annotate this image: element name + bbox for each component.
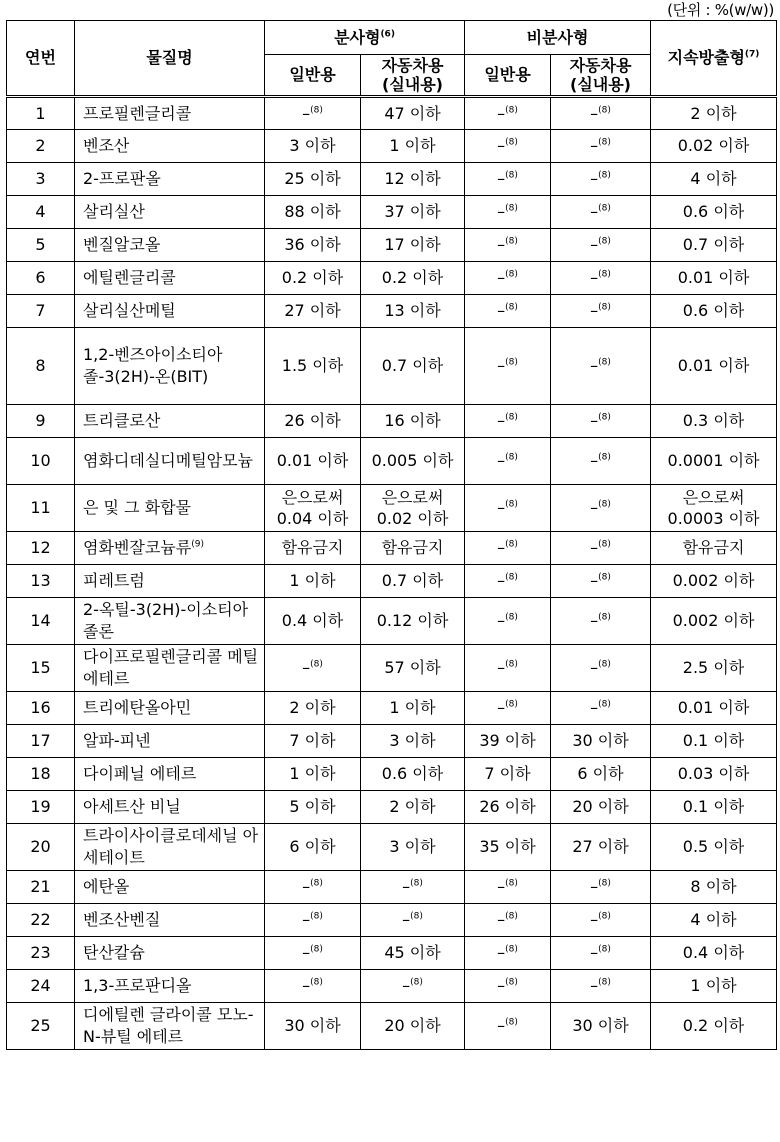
nonspray-vehicle-limit: –$^{(8)}$ xyxy=(551,871,651,904)
nonspray-vehicle-limit: –$^{(8)}$ xyxy=(551,405,651,438)
nonspray-general-limit: –$^{(8)}$ xyxy=(465,565,551,598)
header-spray-vehicle: 자동차용 (실내용) xyxy=(361,55,465,97)
continuous-limit: 0.03 이하 xyxy=(651,758,777,791)
row-number: 5 xyxy=(7,229,75,262)
nonspray-vehicle-limit: 20 이하 xyxy=(551,791,651,824)
nonspray-general-limit: –$^{(8)}$ xyxy=(465,295,551,328)
nonspray-vehicle-limit: –$^{(8)}$ xyxy=(551,532,651,565)
row-number: 17 xyxy=(7,725,75,758)
table-row xyxy=(7,328,777,405)
nonspray-vehicle-limit: –$^{(8)}$ xyxy=(551,262,651,295)
nonspray-general-limit: 7 이하 xyxy=(465,758,551,791)
spray-general-limit: –$^{(8)}$ xyxy=(265,970,361,1003)
spray-general-limit: 함유금지 xyxy=(265,532,361,565)
table-body xyxy=(7,97,777,1050)
nonspray-general-limit: –$^{(8)}$ xyxy=(465,904,551,937)
nonspray-general-limit: –$^{(8)}$ xyxy=(465,1003,551,1050)
nonspray-general-limit: 35 이하 xyxy=(465,824,551,871)
spray-vehicle-limit: 37 이하 xyxy=(361,196,465,229)
row-number: 20 xyxy=(7,824,75,871)
row-number: 10 xyxy=(7,438,75,485)
continuous-limit: 0.01 이하 xyxy=(651,262,777,295)
table-row xyxy=(7,937,777,970)
continuous-limit: 0.1 이하 xyxy=(651,791,777,824)
spray-vehicle-limit: 0.6 이하 xyxy=(361,758,465,791)
substance-name: 피레트럼 xyxy=(75,565,265,598)
header-spray-general: 일반용 xyxy=(265,55,361,97)
row-number: 1 xyxy=(7,97,75,130)
nonspray-vehicle-limit: 6 이하 xyxy=(551,758,651,791)
row-number: 9 xyxy=(7,405,75,438)
spray-general-limit: 7 이하 xyxy=(265,725,361,758)
nonspray-general-limit: –$^{(8)}$ xyxy=(465,405,551,438)
continuous-limit: 0.1 이하 xyxy=(651,725,777,758)
nonspray-general-limit: –$^{(8)}$ xyxy=(465,692,551,725)
table-row xyxy=(7,229,777,262)
row-number: 21 xyxy=(7,871,75,904)
continuous-limit: 0.7 이하 xyxy=(651,229,777,262)
spray-general-limit: 1 이하 xyxy=(265,758,361,791)
spray-vehicle-limit: 1 이하 xyxy=(361,692,465,725)
substance-name: 프로필렌글리콜 xyxy=(75,97,265,130)
substance-name: 트라이사이클로데세닐 아세테이트 xyxy=(75,824,265,871)
substance-name: 1,2-벤즈아이소티아졸-3(2H)-온(BIT) xyxy=(75,328,265,405)
spray-vehicle-limit: –$^{(8)}$ xyxy=(361,970,465,1003)
row-number: 23 xyxy=(7,937,75,970)
nonspray-vehicle-limit: –$^{(8)}$ xyxy=(551,229,651,262)
continuous-limit: 0.0001 이하 xyxy=(651,438,777,485)
substance-name: 트리에탄올아민 xyxy=(75,692,265,725)
spray-vehicle-limit: 17 이하 xyxy=(361,229,465,262)
continuous-limit: 2.5 이하 xyxy=(651,645,777,692)
nonspray-vehicle-limit: –$^{(8)}$ xyxy=(551,565,651,598)
substance-name: 은 및 그 화합물 xyxy=(75,485,265,532)
table-row xyxy=(7,405,777,438)
table-row xyxy=(7,645,777,692)
spray-general-limit: 6 이하 xyxy=(265,824,361,871)
continuous-limit: 0.002 이하 xyxy=(651,565,777,598)
spray-general-limit: 은으로써 0.04 이하 xyxy=(265,485,361,532)
spray-general-limit: 36 이하 xyxy=(265,229,361,262)
continuous-limit: 0.01 이하 xyxy=(651,328,777,405)
spray-vehicle-limit: 0.12 이하 xyxy=(361,598,465,645)
row-number: 4 xyxy=(7,196,75,229)
substance-name: 벤조산벤질 xyxy=(75,904,265,937)
continuous-limit: 4 이하 xyxy=(651,904,777,937)
nonspray-vehicle-limit: –$^{(8)}$ xyxy=(551,485,651,532)
row-number: 13 xyxy=(7,565,75,598)
nonspray-general-limit: –$^{(8)}$ xyxy=(465,970,551,1003)
spray-vehicle-limit: 3 이하 xyxy=(361,725,465,758)
spray-general-limit: 1.5 이하 xyxy=(265,328,361,405)
unit-label: (단위 : %(w/w)) xyxy=(667,1,774,19)
nonspray-vehicle-limit: –$^{(8)}$ xyxy=(551,937,651,970)
substance-name: 다이프로필렌글리콜 메틸에테르 xyxy=(75,645,265,692)
table-row xyxy=(7,871,777,904)
spray-vehicle-limit: 함유금지 xyxy=(361,532,465,565)
nonspray-general-limit: –$^{(8)}$ xyxy=(465,97,551,130)
table-row xyxy=(7,824,777,871)
header-spray: 분사형$^{(6)}$ xyxy=(265,21,465,55)
nonspray-general-limit: –$^{(8)}$ xyxy=(465,937,551,970)
nonspray-vehicle-limit: –$^{(8)}$ xyxy=(551,295,651,328)
spray-vehicle-limit: 16 이하 xyxy=(361,405,465,438)
table-row xyxy=(7,262,777,295)
substance-name: 알파-피넨 xyxy=(75,725,265,758)
spray-vehicle-limit: 2 이하 xyxy=(361,791,465,824)
nonspray-vehicle-limit: –$^{(8)}$ xyxy=(551,328,651,405)
row-number: 11 xyxy=(7,485,75,532)
nonspray-vehicle-limit: –$^{(8)}$ xyxy=(551,196,651,229)
nonspray-vehicle-limit: –$^{(8)}$ xyxy=(551,645,651,692)
nonspray-general-limit: –$^{(8)}$ xyxy=(465,328,551,405)
nonspray-general-limit: –$^{(8)}$ xyxy=(465,485,551,532)
nonspray-vehicle-limit: –$^{(8)}$ xyxy=(551,130,651,163)
table-row xyxy=(7,97,777,130)
row-number: 19 xyxy=(7,791,75,824)
nonspray-vehicle-limit: 27 이하 xyxy=(551,824,651,871)
continuous-limit: 0.002 이하 xyxy=(651,598,777,645)
continuous-limit: 함유금지 xyxy=(651,532,777,565)
continuous-limit: 은으로써 0.0003 이하 xyxy=(651,485,777,532)
nonspray-vehicle-limit: –$^{(8)}$ xyxy=(551,97,651,130)
substance-name: 다이페닐 에테르 xyxy=(75,758,265,791)
substance-name: 아세트산 비닐 xyxy=(75,791,265,824)
continuous-limit: 8 이하 xyxy=(651,871,777,904)
continuous-limit: 0.3 이하 xyxy=(651,405,777,438)
spray-vehicle-limit: 0.005 이하 xyxy=(361,438,465,485)
row-number: 25 xyxy=(7,1003,75,1050)
header-nonspray: 비분사형 xyxy=(465,21,651,55)
substance-name: 2-프로판올 xyxy=(75,163,265,196)
substance-name: 살리실산 xyxy=(75,196,265,229)
nonspray-general-limit: –$^{(8)}$ xyxy=(465,598,551,645)
spray-general-limit: –$^{(8)}$ xyxy=(265,904,361,937)
spray-general-limit: 0.2 이하 xyxy=(265,262,361,295)
row-number: 12 xyxy=(7,532,75,565)
continuous-limit: 2 이하 xyxy=(651,97,777,130)
table-row xyxy=(7,598,777,645)
substance-name: 벤질알코올 xyxy=(75,229,265,262)
header-continuous: 지속방출형$^{(7)}$ xyxy=(651,21,777,97)
spray-vehicle-limit: 1 이하 xyxy=(361,130,465,163)
table-row xyxy=(7,565,777,598)
spray-general-limit: 25 이하 xyxy=(265,163,361,196)
table-row xyxy=(7,485,777,532)
row-number: 22 xyxy=(7,904,75,937)
substance-name: 살리실산메틸 xyxy=(75,295,265,328)
substance-name: 에틸렌글리콜 xyxy=(75,262,265,295)
continuous-limit: 1 이하 xyxy=(651,970,777,1003)
spray-general-limit: 88 이하 xyxy=(265,196,361,229)
nonspray-general-limit: –$^{(8)}$ xyxy=(465,438,551,485)
spray-vehicle-limit: 20 이하 xyxy=(361,1003,465,1050)
table-row xyxy=(7,758,777,791)
table-row xyxy=(7,196,777,229)
spray-vehicle-limit: –$^{(8)}$ xyxy=(361,904,465,937)
row-number: 7 xyxy=(7,295,75,328)
table-row xyxy=(7,163,777,196)
nonspray-general-limit: –$^{(8)}$ xyxy=(465,130,551,163)
nonspray-general-limit: –$^{(8)}$ xyxy=(465,532,551,565)
substance-name: 탄산칼슘 xyxy=(75,937,265,970)
spray-general-limit: –$^{(8)}$ xyxy=(265,645,361,692)
spray-general-limit: 2 이하 xyxy=(265,692,361,725)
nonspray-general-limit: –$^{(8)}$ xyxy=(465,196,551,229)
table-row xyxy=(7,1003,777,1050)
continuous-limit: 0.6 이하 xyxy=(651,295,777,328)
nonspray-vehicle-limit: 30 이하 xyxy=(551,1003,651,1050)
nonspray-vehicle-limit: –$^{(8)}$ xyxy=(551,692,651,725)
header-no: 연번 xyxy=(7,21,75,97)
continuous-limit: 0.2 이하 xyxy=(651,1003,777,1050)
spray-general-limit: 0.01 이하 xyxy=(265,438,361,485)
substance-name: 염화벤잘코늄류$^{(9)}$ xyxy=(75,532,265,565)
nonspray-vehicle-limit: –$^{(8)}$ xyxy=(551,970,651,1003)
spray-vehicle-limit: –$^{(8)}$ xyxy=(361,871,465,904)
nonspray-general-limit: –$^{(8)}$ xyxy=(465,229,551,262)
table-row xyxy=(7,532,777,565)
nonspray-general-limit: –$^{(8)}$ xyxy=(465,645,551,692)
table-row xyxy=(7,791,777,824)
continuous-limit: 4 이하 xyxy=(651,163,777,196)
nonspray-vehicle-limit: 30 이하 xyxy=(551,725,651,758)
row-number: 16 xyxy=(7,692,75,725)
header-nonspray-vehicle: 자동차용 (실내용) xyxy=(551,55,651,97)
spray-vehicle-limit: 0.2 이하 xyxy=(361,262,465,295)
row-number: 15 xyxy=(7,645,75,692)
spray-vehicle-limit: 47 이하 xyxy=(361,97,465,130)
spray-vehicle-limit: 13 이하 xyxy=(361,295,465,328)
table-header xyxy=(7,21,777,97)
row-number: 6 xyxy=(7,262,75,295)
spray-general-limit: –$^{(8)}$ xyxy=(265,97,361,130)
row-number: 2 xyxy=(7,130,75,163)
nonspray-general-limit: –$^{(8)}$ xyxy=(465,871,551,904)
continuous-limit: 0.5 이하 xyxy=(651,824,777,871)
nonspray-vehicle-limit: –$^{(8)}$ xyxy=(551,904,651,937)
nonspray-general-limit: –$^{(8)}$ xyxy=(465,163,551,196)
spray-general-limit: 27 이하 xyxy=(265,295,361,328)
table-row xyxy=(7,295,777,328)
nonspray-general-limit: 39 이하 xyxy=(465,725,551,758)
header-substance: 물질명 xyxy=(75,21,265,97)
table-row xyxy=(7,130,777,163)
substance-limit-table xyxy=(6,20,777,1050)
header-nonspray-general: 일반용 xyxy=(465,55,551,97)
substance-name: 염화디데실디메틸암모늄 xyxy=(75,438,265,485)
spray-general-limit: –$^{(8)}$ xyxy=(265,871,361,904)
spray-vehicle-limit: 0.7 이하 xyxy=(361,328,465,405)
substance-name: 트리클로산 xyxy=(75,405,265,438)
nonspray-vehicle-limit: –$^{(8)}$ xyxy=(551,163,651,196)
spray-general-limit: 1 이하 xyxy=(265,565,361,598)
spray-vehicle-limit: 57 이하 xyxy=(361,645,465,692)
table-row xyxy=(7,725,777,758)
spray-general-limit: –$^{(8)}$ xyxy=(265,937,361,970)
continuous-limit: 0.02 이하 xyxy=(651,130,777,163)
table-row xyxy=(7,970,777,1003)
row-number: 24 xyxy=(7,970,75,1003)
substance-name: 에탄올 xyxy=(75,871,265,904)
spray-general-limit: 5 이하 xyxy=(265,791,361,824)
spray-vehicle-limit: 0.7 이하 xyxy=(361,565,465,598)
substance-name: 2-옥틸-3(2H)-이소티아졸론 xyxy=(75,598,265,645)
continuous-limit: 0.4 이하 xyxy=(651,937,777,970)
table-row xyxy=(7,438,777,485)
nonspray-vehicle-limit: –$^{(8)}$ xyxy=(551,438,651,485)
row-number: 8 xyxy=(7,328,75,405)
row-number: 14 xyxy=(7,598,75,645)
spray-vehicle-limit: 45 이하 xyxy=(361,937,465,970)
row-number: 3 xyxy=(7,163,75,196)
substance-name: 1,3-프로판디올 xyxy=(75,970,265,1003)
row-number: 18 xyxy=(7,758,75,791)
spray-general-limit: 0.4 이하 xyxy=(265,598,361,645)
nonspray-general-limit: 26 이하 xyxy=(465,791,551,824)
table-row xyxy=(7,904,777,937)
continuous-limit: 0.01 이하 xyxy=(651,692,777,725)
spray-general-limit: 30 이하 xyxy=(265,1003,361,1050)
nonspray-vehicle-limit: –$^{(8)}$ xyxy=(551,598,651,645)
spray-vehicle-limit: 12 이하 xyxy=(361,163,465,196)
substance-name: 디에틸렌 글라이콜 모노-N-뷰틸 에테르 xyxy=(75,1003,265,1050)
continuous-limit: 0.6 이하 xyxy=(651,196,777,229)
spray-vehicle-limit: 은으로써 0.02 이하 xyxy=(361,485,465,532)
table-row xyxy=(7,692,777,725)
spray-general-limit: 26 이하 xyxy=(265,405,361,438)
spray-general-limit: 3 이하 xyxy=(265,130,361,163)
substance-name: 벤조산 xyxy=(75,130,265,163)
spray-vehicle-limit: 3 이하 xyxy=(361,824,465,871)
nonspray-general-limit: –$^{(8)}$ xyxy=(465,262,551,295)
